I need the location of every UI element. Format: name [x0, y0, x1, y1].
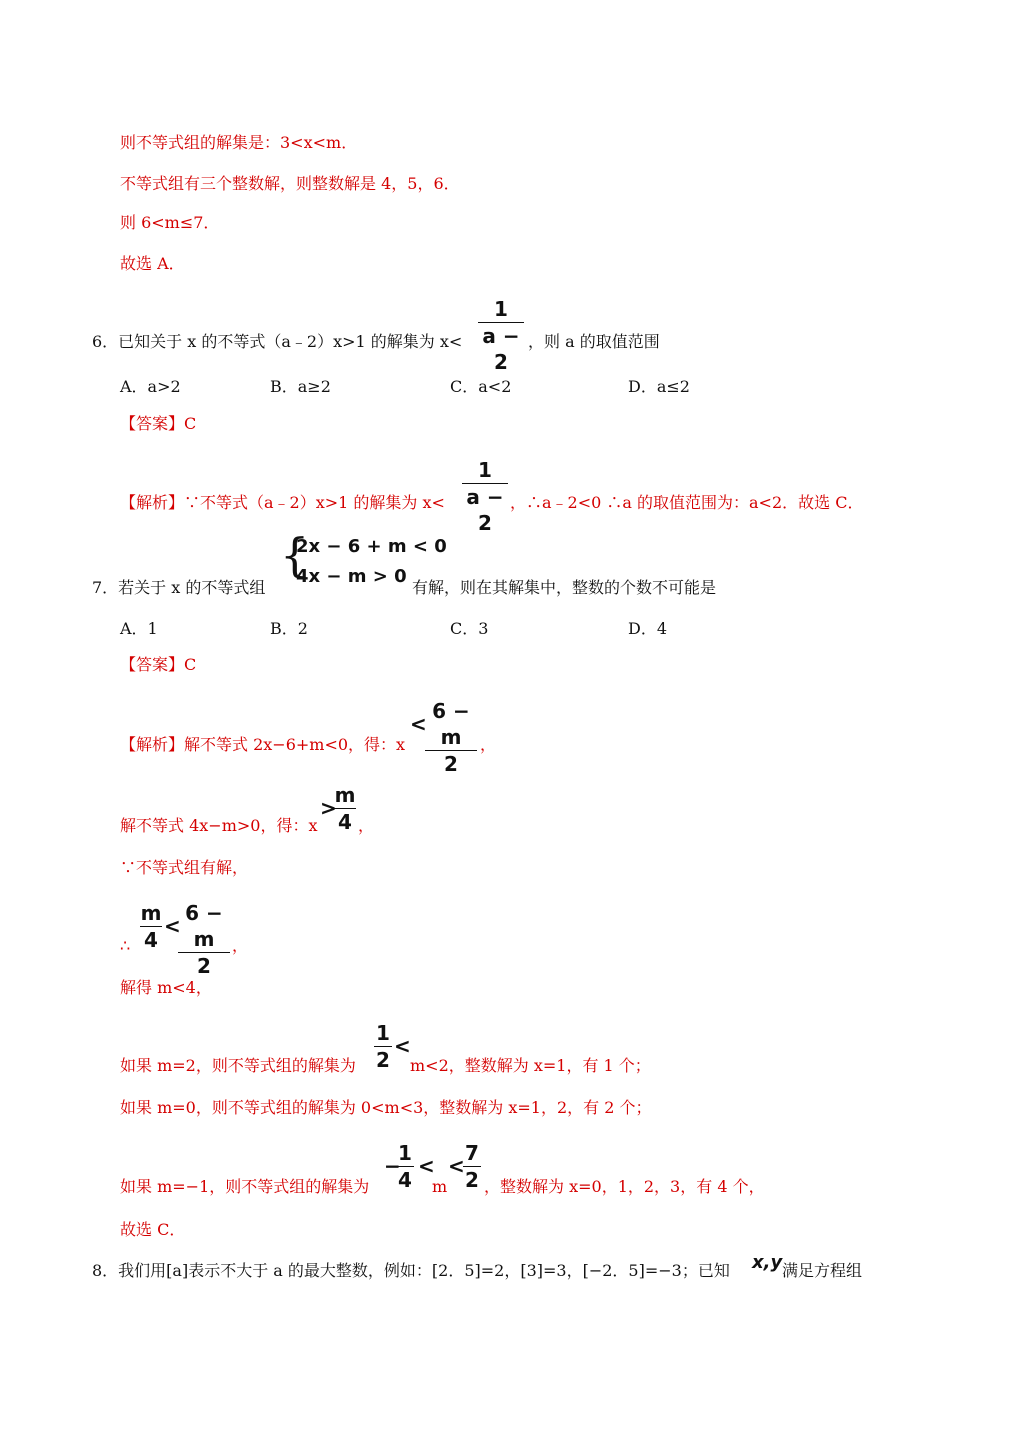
fraction-denominator: 4: [144, 928, 158, 952]
q7-therefore: ∴: [120, 936, 131, 955]
fraction-denominator: a − 2: [466, 485, 504, 535]
q6-option-c: C．a<2: [450, 377, 512, 396]
variable-m: m: [432, 1177, 448, 1196]
fraction-6-minus-m-over-2: [425, 698, 477, 777]
q7-option-b: B．2: [270, 619, 308, 638]
less-than-sign: <: [410, 712, 427, 736]
fraction-numerator: m: [140, 901, 162, 925]
q6-analysis-a: 【解析】∵不等式（a﹣2）x>1 的解集为 x<: [120, 493, 445, 512]
fraction-1-over-a-minus-2: [478, 296, 524, 375]
q7-analysis-2-end: ，: [358, 816, 375, 835]
q6-option-d: D．a≤2: [628, 377, 690, 396]
q7-option-a: A．1: [120, 619, 158, 638]
q6-option-a: A．a>2: [120, 377, 181, 396]
fraction-denominator: 2: [376, 1048, 390, 1072]
q7-therefore-end: ，: [232, 936, 249, 955]
q7-analysis-1: 【解析】解不等式 2x−6+m<0，得：x: [120, 735, 406, 754]
question-8-text-a: 8．我们用[a]表示不大于 a 的最大整数，例如：[2．5]=2，[3]=3，[−2．5]=−3；已知: [92, 1261, 730, 1280]
q6-analysis-b: ，∴a﹣2<0 ∴a 的取值范围为：a<2．故选 C．: [510, 493, 864, 512]
solution-line-2: 不等式组有三个整数解，则整数解是 4，5，6．: [120, 174, 460, 193]
question-7-text-a: 7．若关于 x 的不等式组: [92, 578, 266, 597]
variables-xy: x,y: [752, 1252, 783, 1273]
q7-answer: 【答案】C: [120, 655, 197, 674]
fraction-1-over-4: [396, 1140, 414, 1193]
q7-analysis-3: ∵不等式组有解，: [120, 858, 249, 877]
less-than-sign: <: [394, 1034, 411, 1058]
fraction-denominator: 2: [465, 1168, 479, 1192]
q7-analysis-2: 解不等式 4x−m>0，得：x: [120, 816, 318, 835]
greater-than-sign: >: [320, 796, 337, 820]
fraction-numerator: 6 − m: [185, 901, 223, 951]
fraction-numerator: 7: [465, 1141, 479, 1165]
q7-analysis-solve: 解得 m<4，: [120, 978, 212, 997]
fraction-1-over-a-minus-2-analysis: [462, 457, 508, 536]
q7-case-m2-a: 如果 m=2，则不等式组的解集为: [120, 1056, 356, 1075]
q6-answer: 【答案】C: [120, 414, 197, 433]
minus-sign: −: [384, 1154, 401, 1178]
question-6-text-a: 6．已知关于 x 的不等式（a﹣2）x>1 的解集为 x<: [92, 332, 463, 351]
q7-conclusion: 故选 C．: [120, 1220, 186, 1239]
solution-line-4: 故选 A．: [120, 254, 185, 273]
system-inequality-2: 4x − m > 0: [296, 566, 407, 587]
fraction-denominator: 2: [444, 752, 458, 776]
fraction-denominator: 4: [398, 1168, 412, 1192]
fraction-denominator: 2: [197, 954, 211, 978]
fraction-denominator: 4: [338, 810, 352, 834]
less-than-sign: <: [448, 1154, 465, 1178]
fraction-numerator: m: [334, 783, 356, 807]
question-8-text-b: 满足方程组: [782, 1261, 863, 1280]
q7-option-d: D．4: [628, 619, 668, 638]
fraction-6-minus-m-over-2-b: [178, 900, 230, 979]
q7-case-m0: 如果 m=0，则不等式组的解集为 0<m<3，整数解为 x=1，2，有 2 个；: [120, 1098, 652, 1117]
fraction-1-over-2: [374, 1020, 392, 1073]
q7-option-c: C．3: [450, 619, 489, 638]
system-inequality-1: 2x − 6 + m < 0: [296, 536, 447, 557]
less-than-sign: <: [418, 1154, 435, 1178]
solution-line-3: 则 6<m≤7．: [120, 213, 220, 232]
fraction-numerator: 1: [494, 297, 508, 321]
fraction-numerator: 1: [478, 458, 492, 482]
q6-option-b: B．a≥2: [270, 377, 331, 396]
system-brace: {: [280, 528, 310, 582]
fraction-m-over-4-b: [140, 900, 162, 953]
q7-analysis-1-end: ，: [480, 735, 497, 754]
question-6-text-b: ，则 a 的取值范围: [528, 332, 660, 351]
fraction-7-over-2: [463, 1140, 481, 1193]
fraction-denominator: a − 2: [482, 324, 520, 374]
fraction-numerator: 1: [398, 1141, 412, 1165]
fraction-numerator: 1: [376, 1021, 390, 1045]
q7-case-m-neg1-a: 如果 m=−1，则不等式组的解集为: [120, 1177, 370, 1196]
q7-case-m2-b: m<2，整数解为 x=1，有 1 个；: [410, 1056, 651, 1075]
less-than-sign: <: [164, 914, 181, 938]
solution-line-1: 则不等式组的解集是：3<x<m．: [120, 133, 358, 152]
fraction-m-over-4: [334, 782, 356, 835]
fraction-numerator: 6 − m: [432, 699, 470, 749]
q7-case-m-neg1-b: ，整数解为 x=0，1，2，3，有 4 个，: [484, 1177, 765, 1196]
question-7-text-b: 有解，则在其解集中，整数的个数不可能是: [412, 578, 717, 597]
